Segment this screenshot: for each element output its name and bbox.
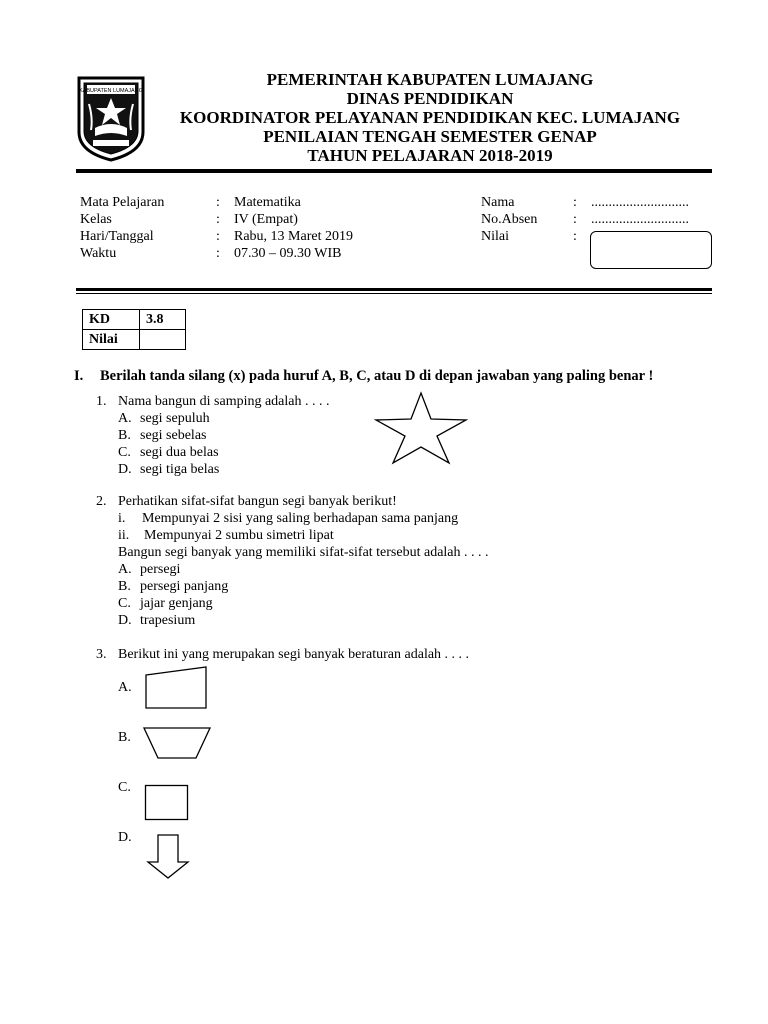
question-number: 2.	[96, 494, 107, 509]
option-letter: C.	[118, 445, 131, 460]
option-a[interactable]	[118, 679, 132, 696]
option-b[interactable]	[96, 427, 396, 444]
option-letter: D.	[118, 462, 132, 477]
absen-field[interactable]: ............................	[591, 212, 689, 227]
question-3	[96, 646, 596, 663]
info-colon: :	[216, 212, 220, 227]
score-label: Nilai	[83, 330, 140, 350]
score-value[interactable]	[140, 330, 186, 350]
option-d[interactable]	[96, 612, 596, 629]
header-line-coordinator: KOORDINATOR PELAYANAN PENDIDIKAN KEC. LUMAJANG	[179, 108, 681, 127]
question-number: 1.	[96, 394, 107, 409]
info-row-absen[interactable]	[481, 211, 711, 228]
option-letter: B.	[118, 730, 131, 745]
option-a[interactable]	[96, 561, 596, 578]
info-label: Hari/Tanggal	[80, 229, 154, 244]
option-text: segi sebelas	[140, 428, 207, 443]
option-a[interactable]	[96, 410, 396, 427]
score-row	[83, 330, 186, 350]
info-value: Matematika	[234, 195, 301, 210]
info-row-subject	[80, 194, 460, 211]
info-row-class	[80, 211, 460, 228]
arrow-down-figure	[146, 834, 190, 880]
property-number: i.	[118, 511, 126, 526]
question-text: Nama bangun di samping adalah . . . .	[118, 394, 330, 409]
option-letter: A.	[118, 680, 132, 695]
question-1	[96, 393, 396, 478]
option-text: segi dua belas	[140, 445, 219, 460]
option-letter: C.	[118, 780, 131, 795]
option-c[interactable]	[118, 779, 131, 796]
option-letter: C.	[118, 596, 131, 611]
name-field[interactable]: ............................	[591, 195, 689, 210]
option-text: segi sepuluh	[140, 411, 210, 426]
info-label: Kelas	[80, 212, 112, 227]
question-subtext: Bangun segi banyak yang memiliki sifat-sifat tersebut adalah . . . .	[118, 545, 489, 560]
header-line-department: DINAS PENDIDIKAN	[346, 89, 514, 108]
option-b[interactable]	[118, 729, 131, 746]
option-letter: D.	[118, 830, 132, 845]
header-divider	[76, 169, 712, 173]
header-line-assessment: PENILAIAN TENGAH SEMESTER GENAP	[263, 127, 597, 146]
option-letter: D.	[118, 613, 132, 628]
option-d[interactable]	[118, 829, 132, 846]
section-number: I.	[74, 368, 84, 384]
section-instruction-text: Berilah tanda silang (x) pada huruf A, B, C, atau D di depan jawaban yang paling benar !	[100, 368, 654, 384]
header-line-government: PEMERINTAH KABUPATEN LUMAJANG	[266, 70, 594, 89]
question-text: Berikut ini yang merupakan segi banyak beraturan adalah . . . .	[118, 647, 470, 662]
question-2	[96, 493, 596, 629]
star-shape-figure	[374, 391, 468, 465]
info-label: Mata Pelajaran	[80, 195, 165, 210]
exam-info-left	[80, 194, 460, 262]
header-line-year: TAHUN PELAJARAN 2018-2019	[307, 146, 553, 165]
property-i	[96, 510, 596, 527]
info-colon: :	[573, 212, 577, 227]
regency-logo	[75, 74, 147, 162]
section-divider-thin	[76, 293, 712, 294]
trapezoid-isosceles-figure	[142, 726, 212, 760]
option-c[interactable]	[96, 444, 396, 461]
option-text: jajar genjang	[140, 596, 213, 611]
option-letter: A.	[118, 562, 132, 577]
letterhead	[150, 70, 710, 165]
info-row-time	[80, 245, 460, 262]
question-number: 3.	[96, 647, 107, 662]
kd-value: 3.8	[140, 310, 186, 330]
info-value: 07.30 – 09.30 WIB	[234, 246, 342, 261]
square-figure	[144, 784, 190, 822]
kd-label: KD	[83, 310, 140, 330]
option-c[interactable]	[96, 595, 596, 612]
question-text: Perhatikan sifat-sifat bangun segi banyak berikut!	[118, 494, 397, 509]
option-text: persegi panjang	[140, 579, 229, 594]
section-divider	[76, 288, 712, 291]
option-text: segi tiga belas	[140, 462, 220, 477]
question-stem	[96, 493, 596, 510]
trapezoid-right-figure	[144, 666, 208, 710]
option-d[interactable]	[96, 461, 396, 478]
info-label: No.Absen	[481, 212, 538, 227]
info-label: Nama	[481, 195, 515, 210]
info-colon: :	[573, 195, 577, 210]
info-colon: :	[216, 229, 220, 244]
property-text: Mempunyai 2 sumbu simetri lipat	[144, 528, 334, 543]
option-letter: B.	[118, 428, 131, 443]
info-colon: :	[216, 195, 220, 210]
info-row-name[interactable]	[481, 194, 711, 211]
info-label: Waktu	[80, 246, 117, 261]
option-letter: B.	[118, 579, 131, 594]
logo-label: KABUPATEN LUMAJANG	[79, 88, 143, 94]
kd-row	[83, 310, 186, 330]
info-row-date	[80, 228, 460, 245]
info-colon: :	[573, 229, 577, 244]
property-number: ii.	[118, 528, 130, 543]
property-text: Mempunyai 2 sisi yang saling berhadapan sama panjang	[142, 511, 459, 526]
info-label: Nilai	[481, 229, 509, 244]
option-text: trapesium	[140, 613, 196, 628]
section-instruction	[74, 368, 714, 385]
property-ii	[96, 527, 596, 544]
question-stem	[96, 393, 396, 410]
option-b[interactable]	[96, 578, 596, 595]
score-box[interactable]	[590, 231, 712, 269]
info-value: Rabu, 13 Maret 2019	[234, 229, 353, 244]
info-colon: :	[216, 246, 220, 261]
info-value: IV (Empat)	[234, 212, 298, 227]
option-text: persegi	[140, 562, 181, 577]
kd-table	[82, 309, 186, 350]
option-letter: A.	[118, 411, 132, 426]
